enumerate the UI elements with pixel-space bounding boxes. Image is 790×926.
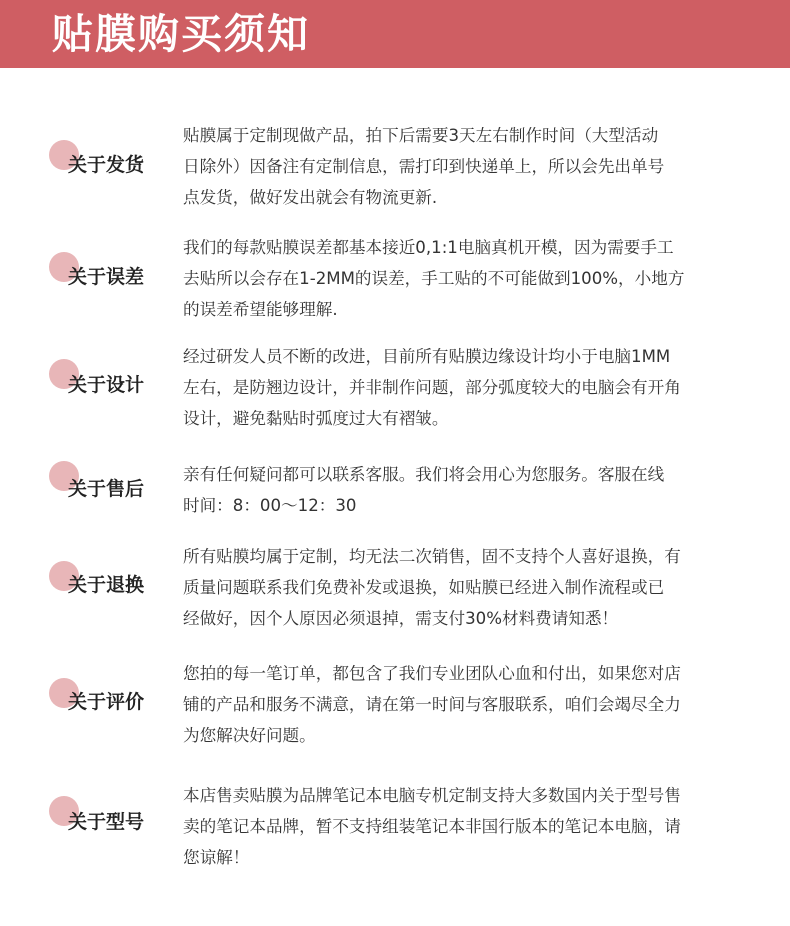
body-line: 去贴所以会存在1-2MM的误差，手工贴的不可能做到100%，小地方 <box>183 269 685 288</box>
section-body <box>183 120 743 213</box>
section-label: 关于型号 <box>68 811 145 833</box>
body-line: 点发货，做好发出就会有物流更新. <box>183 188 438 207</box>
body-line: 经做好，因个人原因必须退掉，需支付30%材料费请知悉！ <box>183 609 619 628</box>
body-line: 您谅解！ <box>183 848 250 867</box>
body-line: 亲有任何疑问都可以联系客服。我们将会用心为您服务。客服在线 <box>183 465 665 484</box>
body-line: 所有贴膜均属于定制，均无法二次销售，固不支持个人喜好退换，有 <box>183 547 681 566</box>
section-label: 关于设计 <box>68 374 145 396</box>
section-label: 关于退换 <box>68 574 145 596</box>
section-body <box>183 780 743 873</box>
section-body <box>183 658 743 751</box>
section-label: 关于售后 <box>68 478 145 500</box>
body-line: 经过研发人员不断的改进，目前所有贴膜边缘设计均小于电脑1MM <box>183 347 671 366</box>
section-body <box>183 541 743 634</box>
body-line: 日除外）因备注有定制信息，需打印到快递单上，所以会先出单号 <box>183 157 665 176</box>
body-line: 卖的笔记本品牌，暂不支持组装笔记本非国行版本的笔记本电脑，请 <box>183 817 681 836</box>
body-line: 质量问题联系我们免费补发或退换，如贴膜已经进入制作流程或已 <box>183 578 665 597</box>
body-line: 时间：8：00～12：30 <box>183 496 357 515</box>
body-line: 本店售卖贴膜为品牌笔记本电脑专机定制支持大多数国内关于型号售 <box>183 786 681 805</box>
body-line: 铺的产品和服务不满意，请在第一时间与客服联系，咱们会竭尽全力 <box>183 695 681 714</box>
section-label: 关于发货 <box>68 154 145 176</box>
section-body <box>183 459 743 521</box>
body-line: 贴膜属于定制现做产品，拍下后需要3天左右制作时间（大型活动 <box>183 126 659 145</box>
body-line: 的误差希望能够理解. <box>183 300 338 319</box>
section-label: 关于评价 <box>68 691 145 713</box>
header-banner <box>0 0 790 68</box>
section-body <box>183 341 743 434</box>
section-label: 关于误差 <box>68 266 145 288</box>
body-line: 为您解决好问题。 <box>183 726 316 745</box>
body-line: 您拍的每一笔订单，都包含了我们专业团队心血和付出，如果您对店 <box>183 664 681 683</box>
body-line: 设计，避免黏贴时弧度过大有褶皱。 <box>183 409 449 428</box>
body-line: 左右，是防翘边设计，并非制作问题，部分弧度较大的电脑会有开角 <box>183 378 681 397</box>
body-line: 我们的每款贴膜误差都基本接近0,1:1电脑真机开模，因为需要手工 <box>183 238 674 257</box>
page-title: 贴膜购买须知 <box>52 10 310 58</box>
section-body <box>183 232 743 325</box>
